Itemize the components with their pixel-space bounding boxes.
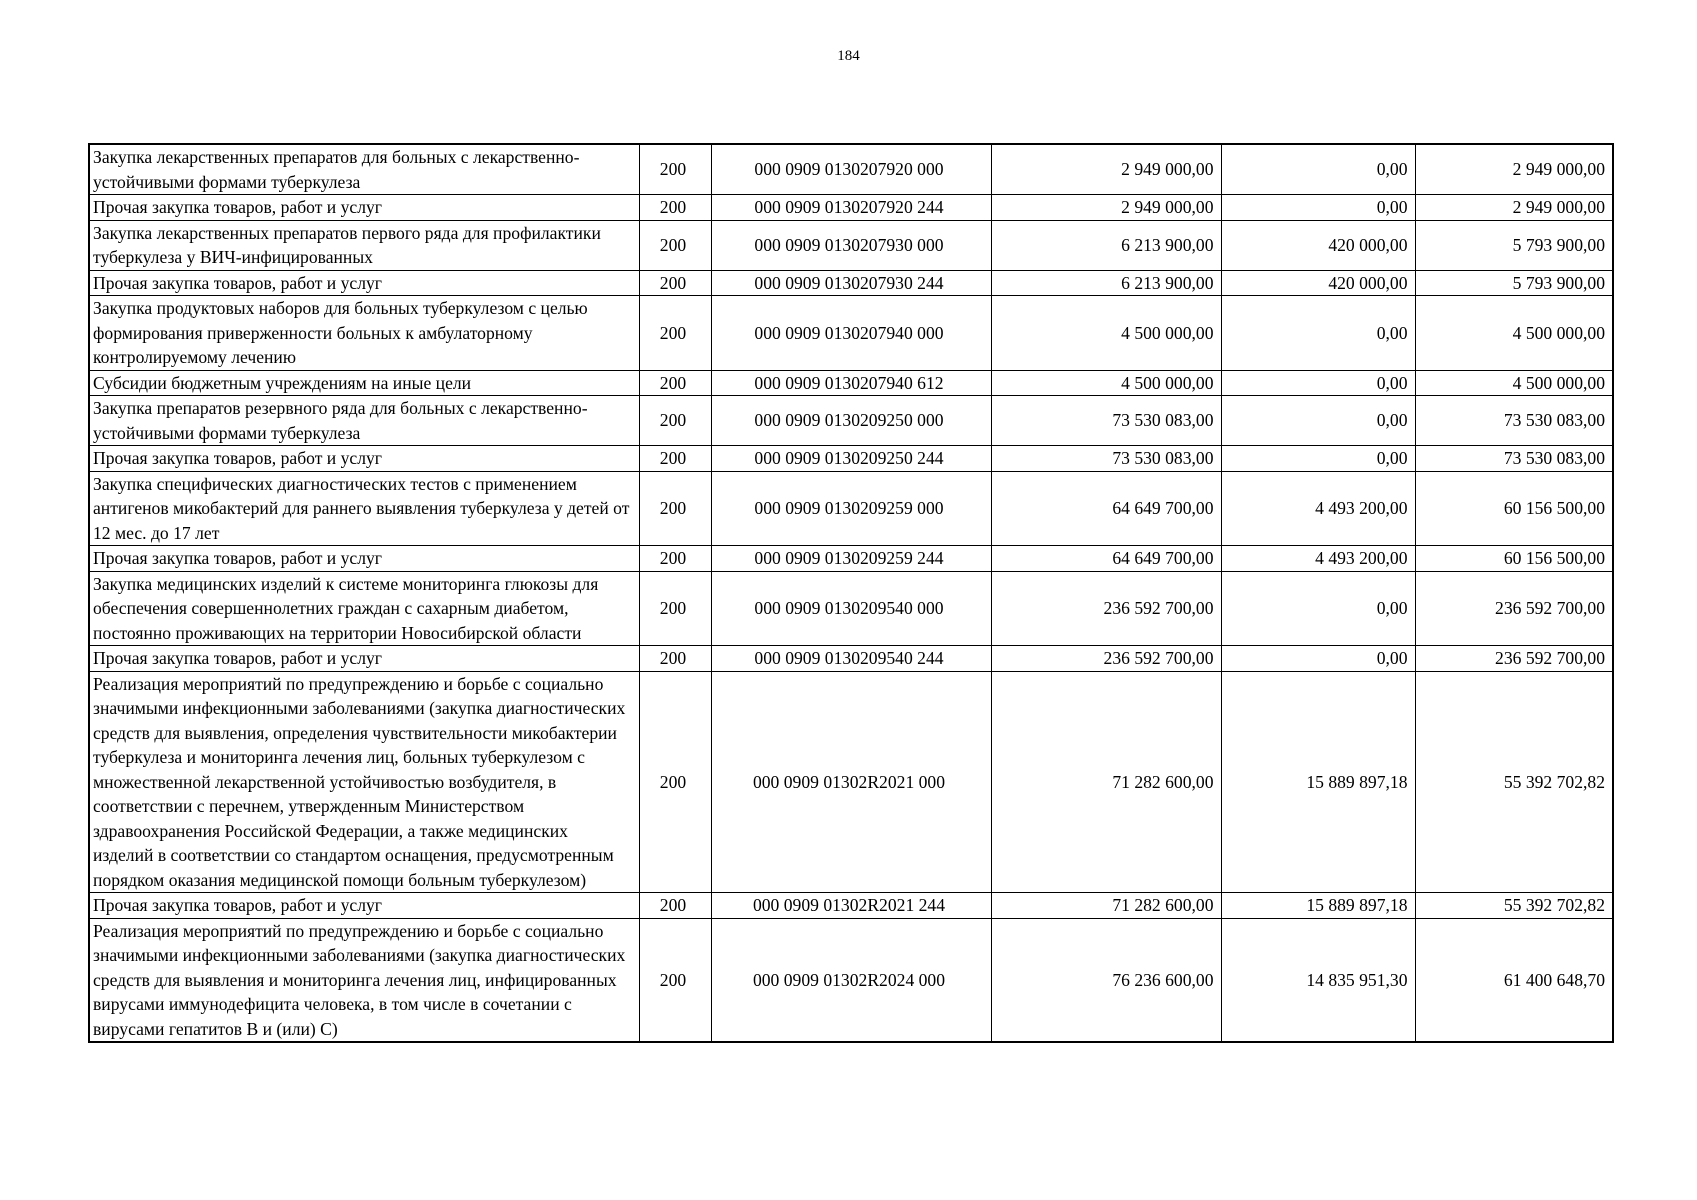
row-approved: 6 213 900,00 (991, 270, 1221, 296)
table-row (89, 144, 1613, 195)
row-code: 200 (639, 646, 711, 672)
table-row (89, 893, 1613, 919)
row-classification: 000 0909 0130209250 244 (711, 446, 991, 472)
row-name: Прочая закупка товаров, работ и услуг (89, 893, 639, 919)
table-row (89, 446, 1613, 472)
row-executed: 0,00 (1221, 571, 1415, 646)
row-classification: 000 0909 0130207940 612 (711, 370, 991, 396)
row-approved: 71 282 600,00 (991, 671, 1221, 893)
row-classification: 000 0909 0130209259 244 (711, 546, 991, 572)
row-approved: 76 236 600,00 (991, 918, 1221, 1042)
row-name: Прочая закупка товаров, работ и услуг (89, 546, 639, 572)
row-code: 200 (639, 270, 711, 296)
row-approved: 73 530 083,00 (991, 446, 1221, 472)
row-code: 200 (639, 144, 711, 195)
row-classification: 000 0909 01302R2024 000 (711, 918, 991, 1042)
row-unexecuted: 2 949 000,00 (1415, 195, 1613, 221)
row-name: Субсидии бюджетным учреждениям на иные цели (89, 370, 639, 396)
row-unexecuted: 55 392 702,82 (1415, 893, 1613, 919)
page-number: 184 (837, 48, 860, 64)
row-unexecuted: 4 500 000,00 (1415, 370, 1613, 396)
row-approved: 73 530 083,00 (991, 396, 1221, 446)
row-unexecuted: 73 530 083,00 (1415, 396, 1613, 446)
row-unexecuted: 2 949 000,00 (1415, 144, 1613, 195)
row-unexecuted: 60 156 500,00 (1415, 471, 1613, 546)
row-name: Закупка специфических диагностических тестов с применением антигенов микобактерий для раннего выявления туберкулеза у детей от 12 мес. до 17 лет (89, 471, 639, 546)
row-unexecuted: 4 500 000,00 (1415, 296, 1613, 371)
row-name: Прочая закупка товаров, работ и услуг (89, 646, 639, 672)
row-code: 200 (639, 571, 711, 646)
row-approved: 2 949 000,00 (991, 195, 1221, 221)
row-code: 200 (639, 296, 711, 371)
table-row (89, 471, 1613, 546)
row-name: Закупка лекарственных препаратов первого ряда для профилактики туберкулеза у ВИЧ-инфицированных (89, 220, 639, 270)
row-code: 200 (639, 370, 711, 396)
row-classification: 000 0909 01302R2021 000 (711, 671, 991, 893)
table-row (89, 646, 1613, 672)
row-code: 200 (639, 446, 711, 472)
row-executed: 0,00 (1221, 446, 1415, 472)
row-classification: 000 0909 0130209259 000 (711, 471, 991, 546)
row-approved: 64 649 700,00 (991, 546, 1221, 572)
row-classification: 000 0909 0130209540 000 (711, 571, 991, 646)
row-executed: 0,00 (1221, 195, 1415, 221)
row-name: Прочая закупка товаров, работ и услуг (89, 195, 639, 221)
row-code: 200 (639, 195, 711, 221)
row-executed: 4 493 200,00 (1221, 546, 1415, 572)
row-unexecuted: 5 793 900,00 (1415, 270, 1613, 296)
row-name: Реализация мероприятий по предупреждению и борьбе с социально значимыми инфекционными заболеваниями (закупка диагностических средств для выявления и мониторинга лечения лиц, инфицированных вирусами иммунодефицита человека, в том числе в сочетании с вирусами гепатитов B и (или) C) (89, 918, 639, 1042)
row-approved: 236 592 700,00 (991, 571, 1221, 646)
row-name: Закупка препаратов резервного ряда для больных с лекарственно-устойчивыми формами туберкулеза (89, 396, 639, 446)
row-classification: 000 0909 0130207940 000 (711, 296, 991, 371)
row-approved: 71 282 600,00 (991, 893, 1221, 919)
row-code: 200 (639, 396, 711, 446)
row-name: Закупка медицинских изделий к системе мониторинга глюкозы для обеспечения совершеннолетних граждан с сахарным диабетом, постоянно проживающих на территории Новосибирской области (89, 571, 639, 646)
row-executed: 15 889 897,18 (1221, 893, 1415, 919)
row-classification: 000 0909 0130207920 244 (711, 195, 991, 221)
row-classification: 000 0909 0130209540 244 (711, 646, 991, 672)
row-executed: 0,00 (1221, 296, 1415, 371)
row-name: Прочая закупка товаров, работ и услуг (89, 446, 639, 472)
table-row (89, 270, 1613, 296)
row-code: 200 (639, 546, 711, 572)
row-executed: 0,00 (1221, 370, 1415, 396)
row-code: 200 (639, 471, 711, 546)
row-executed: 14 835 951,30 (1221, 918, 1415, 1042)
row-unexecuted: 5 793 900,00 (1415, 220, 1613, 270)
row-approved: 4 500 000,00 (991, 370, 1221, 396)
row-code: 200 (639, 220, 711, 270)
row-classification: 000 0909 01302R2021 244 (711, 893, 991, 919)
row-approved: 64 649 700,00 (991, 471, 1221, 546)
row-unexecuted: 236 592 700,00 (1415, 571, 1613, 646)
row-name: Реализация мероприятий по предупреждению и борьбе с социально значимыми инфекционными заболеваниями (закупка диагностических средств для выявления, определения чувствительности микобактерии туберкулеза и мониторинга лечения лиц, больных туберкулезом с множественной лекарственной устойчивостью возбудителя, в соответствии с перечнем, утвержденным Министерством здравоохранения Российской Федерации, а также медицинских изделий в соответствии со стандартом оснащения, предусмотренным порядком оказания медицинской помощи больным туберкулезом) (89, 671, 639, 893)
row-approved: 236 592 700,00 (991, 646, 1221, 672)
row-executed: 420 000,00 (1221, 270, 1415, 296)
row-unexecuted: 73 530 083,00 (1415, 446, 1613, 472)
row-executed: 0,00 (1221, 144, 1415, 195)
row-approved: 2 949 000,00 (991, 144, 1221, 195)
row-unexecuted: 236 592 700,00 (1415, 646, 1613, 672)
row-executed: 4 493 200,00 (1221, 471, 1415, 546)
row-executed: 420 000,00 (1221, 220, 1415, 270)
row-code: 200 (639, 671, 711, 893)
row-classification: 000 0909 0130209250 000 (711, 396, 991, 446)
row-classification: 000 0909 0130207930 000 (711, 220, 991, 270)
row-name: Закупка продуктовых наборов для больных туберкулезом с целью формирования приверженности больных к амбулаторному контролируемому лечению (89, 296, 639, 371)
row-name: Закупка лекарственных препаратов для больных с лекарственно-устойчивыми формами туберкулеза (89, 144, 639, 195)
row-approved: 4 500 000,00 (991, 296, 1221, 371)
row-unexecuted: 55 392 702,82 (1415, 671, 1613, 893)
row-code: 200 (639, 893, 711, 919)
row-classification: 000 0909 0130207920 000 (711, 144, 991, 195)
row-approved: 6 213 900,00 (991, 220, 1221, 270)
row-executed: 15 889 897,18 (1221, 671, 1415, 893)
row-name: Прочая закупка товаров, работ и услуг (89, 270, 639, 296)
table-row (89, 918, 1613, 1042)
table-row (89, 571, 1613, 646)
row-unexecuted: 61 400 648,70 (1415, 918, 1613, 1042)
row-executed: 0,00 (1221, 646, 1415, 672)
table-row (89, 546, 1613, 572)
row-code: 200 (639, 918, 711, 1042)
budget-execution-table (88, 143, 1614, 1043)
table-row (89, 296, 1613, 371)
table-row (89, 370, 1613, 396)
row-classification: 000 0909 0130207930 244 (711, 270, 991, 296)
row-executed: 0,00 (1221, 396, 1415, 446)
table-row (89, 220, 1613, 270)
table-row (89, 195, 1613, 221)
table-row (89, 671, 1613, 893)
row-unexecuted: 60 156 500,00 (1415, 546, 1613, 572)
table-row (89, 396, 1613, 446)
